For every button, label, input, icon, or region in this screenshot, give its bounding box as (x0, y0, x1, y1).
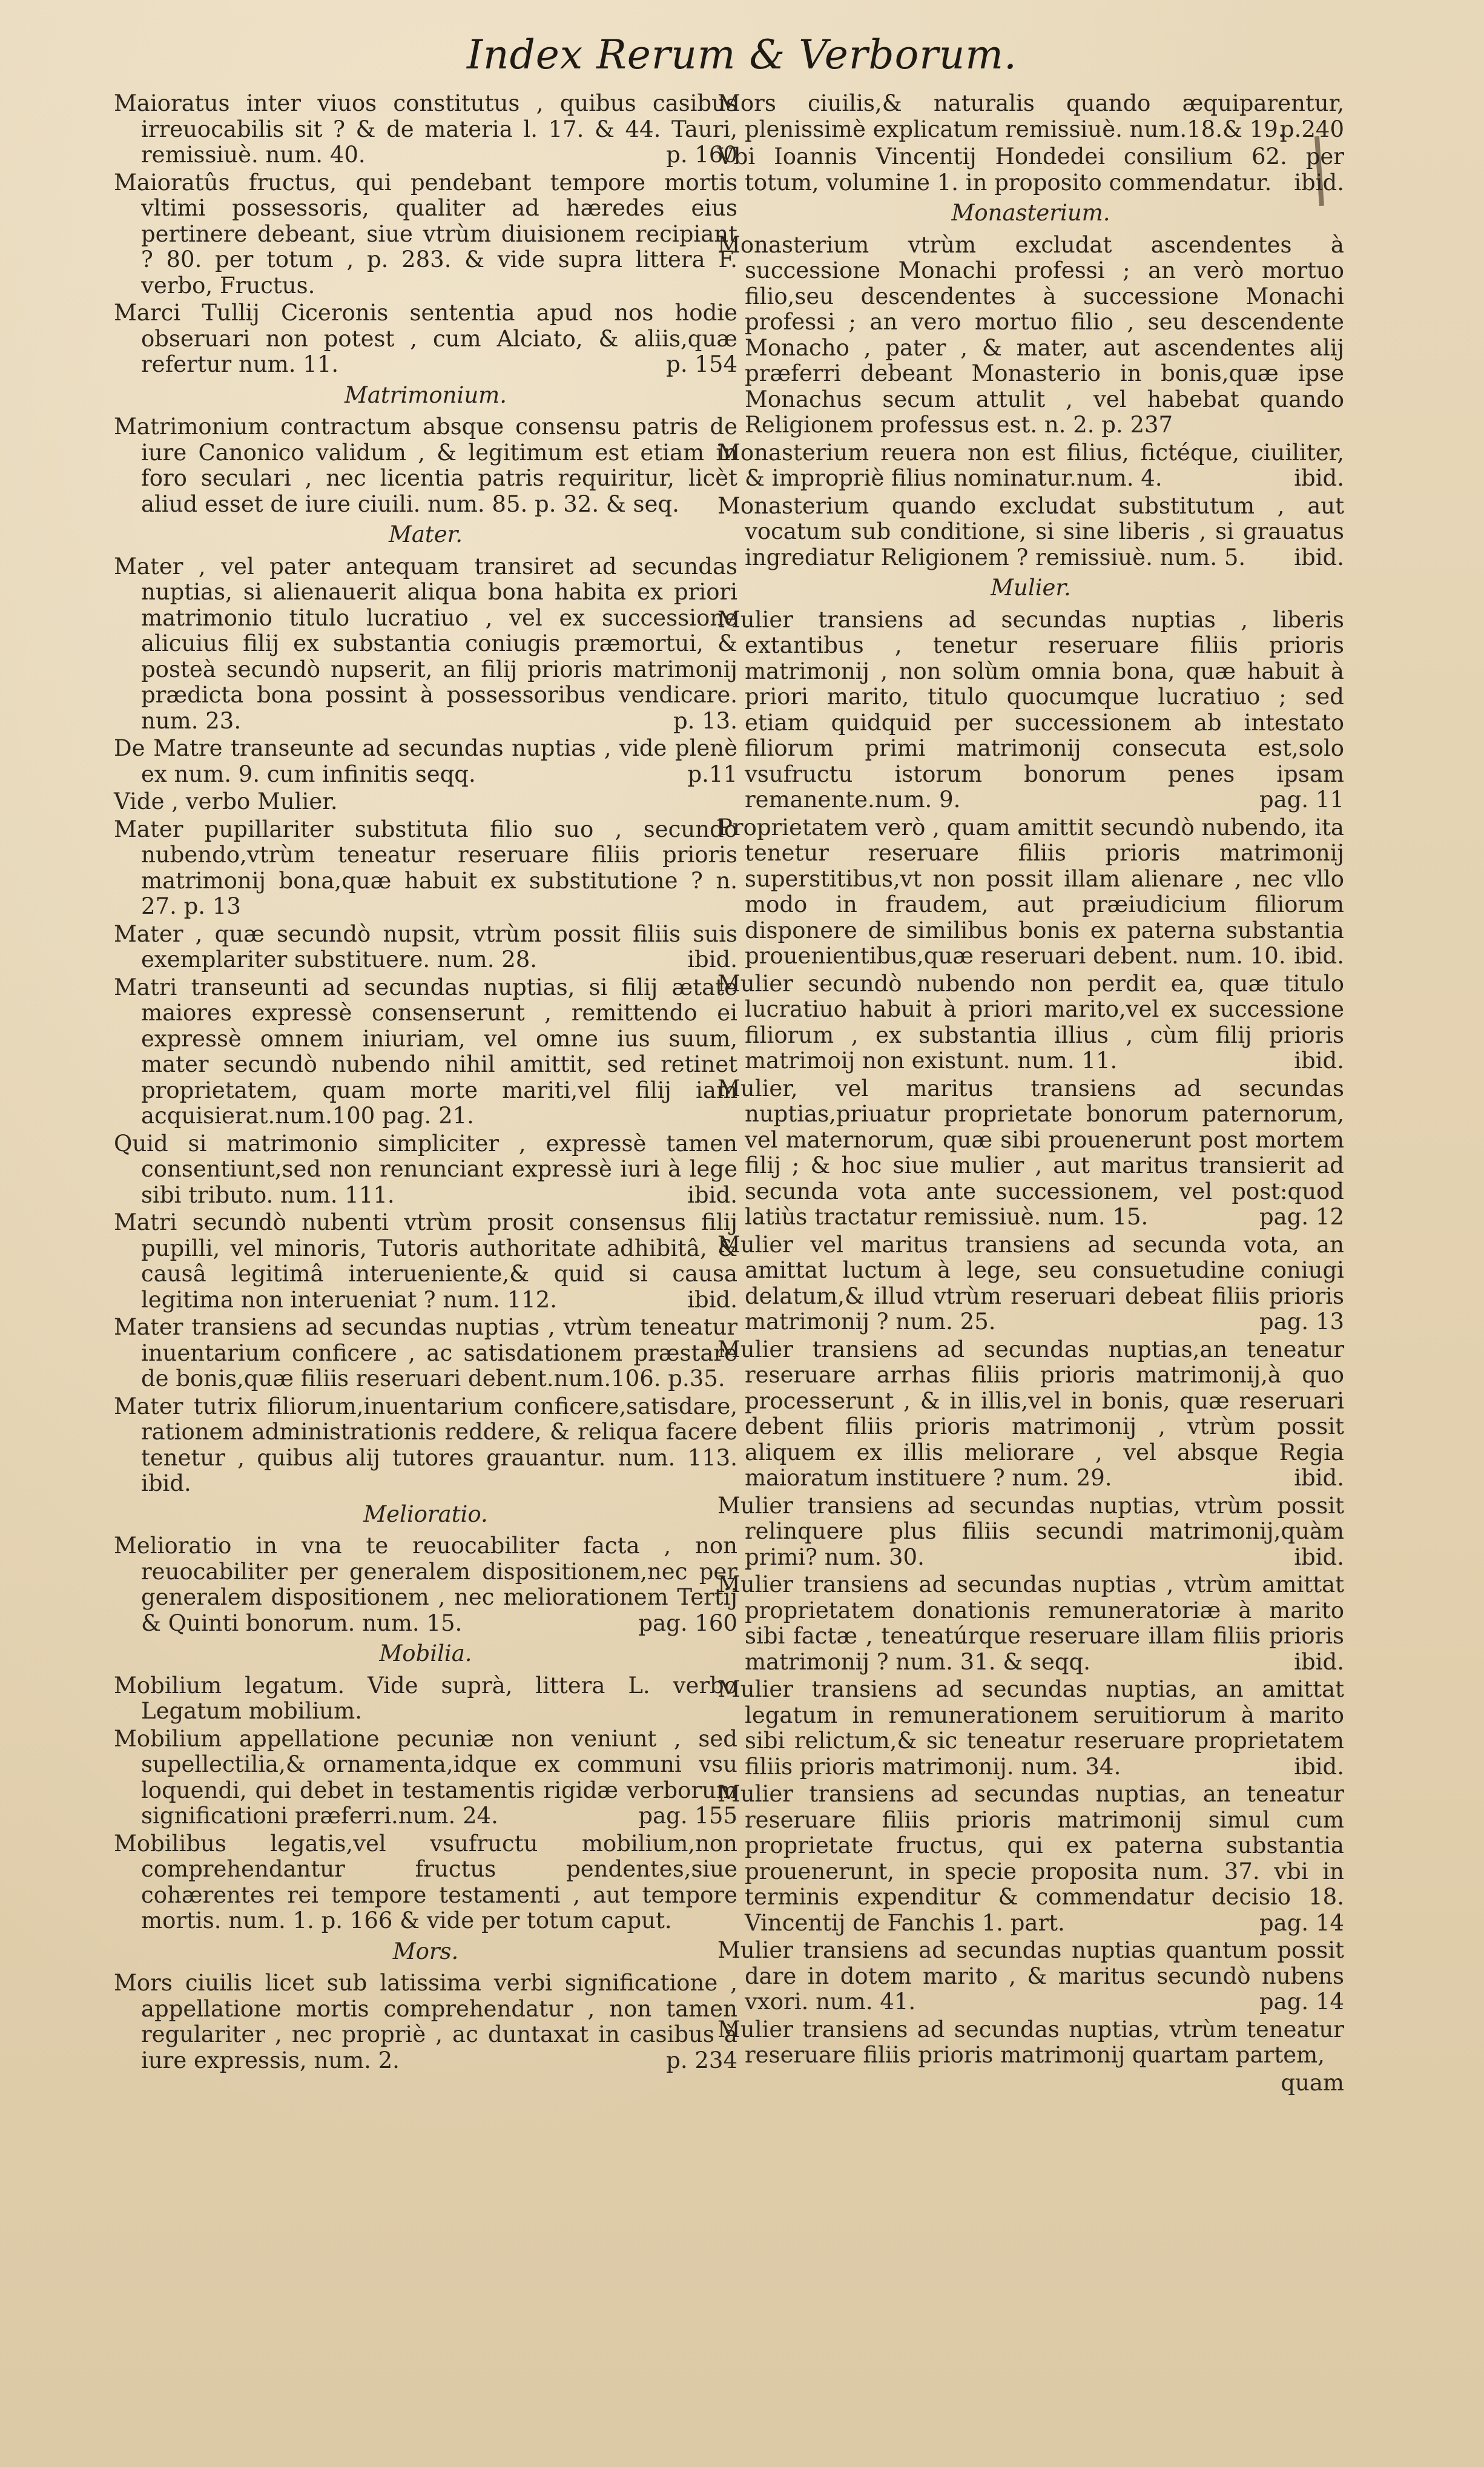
page-title: Index Rerum & Verborum. (466, 31, 1017, 78)
entry-text: Mater transiens ad secundas nuptias , vtrùm teneatur inuentarium conficere , ac satisdationem præstare de bonis,quæ filiis reseruari debent.num.106. p.35. (114, 1314, 737, 1392)
section-heading: Mulier. (991, 575, 1071, 601)
page-reference: p. 13. (673, 707, 737, 734)
entry-text: Mulier transiens ad secundas nuptias, an amittat legatum in remunerationem seruitiorum à marito sibi relictum,& sic teneatur reseruare proprietatem filiis prioris matrimonij. num. 34. (717, 1676, 1344, 1780)
index-entry (114, 817, 737, 920)
entry-text: Mater , vel pater antequam transiret ad secundas nuptias, si alienauerit aliqua bona habita ex priori matrimonio titulo lucratiuo , vel ex successione alicuius filij ex substantia coniugis præmortui, & posteà secundò nupserit, an filij prioris matrimonij prædicta bona possint à possessoribus vendicare. num. 23. (114, 553, 737, 734)
entry-text: Mulier vel maritus transiens ad secunda vota, an amittat luctum à lege, seu consuetudine coniugi delatum,& illud vtrùm reseruari debeat filiis prioris matrimonij ? num. 25. (717, 1231, 1344, 1335)
page-reference: ibid. (1294, 1544, 1344, 1570)
index-entry (717, 1572, 1344, 1675)
page-reference: ibid. (687, 1286, 737, 1313)
entry-text: Mater pupillariter substituta filio suo , secundò nubendo,vtrùm teneatur reseruare filiis prioris matrimonij bona,quæ habuit ex substitutione ? n. 27. p. 13 (114, 816, 737, 919)
index-entry (717, 1337, 1344, 1491)
index-entry (717, 1232, 1344, 1335)
page-reference: ibid. (1294, 1465, 1344, 1491)
page-reference: ibid. (1294, 169, 1344, 196)
entry-text: Mulier transiens ad secundas nuptias, vtrùm teneatur reseruare filiis prioris matrimonij quartam partem, (717, 2016, 1344, 2068)
index-entry (717, 1677, 1344, 1780)
page-reference: pag. 160 (638, 1610, 737, 1636)
section-heading: Mobilia. (379, 1640, 472, 1666)
page-reference: p.11 (687, 761, 737, 787)
index-entry (114, 1831, 737, 1934)
page-reference: pag. 11 (1259, 787, 1344, 813)
entry-text: Mulier, vel maritus transiens ad secundas nuptias,priuatur proprietate bonorum paternorum, vel maternorum, quæ sibi prouenerunt post mortem filij ; & hoc siue mulier , aut maritus transierit ad secunda vota ante successionem, vel post:quod latiùs tractatur remissiuè. num. 15. (717, 1075, 1344, 1230)
index-entry (717, 440, 1344, 492)
entry-text: Mobilibus legatis,vel vsufructu mobilium,non comprehendantur fructus pendentes,siue cohærentes rei tempore testamenti , aut tempore mortis. num. 1. p. 166 & vide per totum caput. (114, 1830, 737, 1934)
index-entry (114, 789, 737, 815)
entry-text: Melioratio in vna te reuocabiliter facta , non reuocabiliter per generalem dispositionem,nec per generalem dispositionem , nec meliorationem Tertij & Quinti bonorum. num. 15. (114, 1533, 737, 1636)
entry-text: Proprietatem verò , quam amittit secundò nubendo, ita tenetur reseruare filiis prioris matrimonij superstitibus,vt non possit illam alienare , nec vllo modo in fraudem, aut præiudicium filiorum disponere de similibus bonis ex paterna substantia prouenientibus,quæ reseruari debent. num. 10. (717, 814, 1344, 969)
entry-text: Mors ciuilis,& naturalis quando æquiparentur, plenissimè explicatum remissiuè. num.18.& 19. (717, 90, 1344, 142)
index-entry (114, 414, 737, 517)
index-entry (717, 1493, 1344, 1571)
page-reference: pag. 14 (1259, 1989, 1344, 2015)
index-entry (114, 1673, 737, 1725)
entry-text: Vide , verbo Mulier. (114, 788, 338, 814)
entry-text: Vbi Ioannis Vincentij Hondedei consilium 62. per totum, volumine 1. in proposito commendatur. (717, 144, 1344, 196)
entry-text: Matri secundò nubenti vtrùm prosit consensus filij pupilli, vel minoris, Tutoris authoritate adhibitâ, & causâ legitimâ interueniente,& quid si causa legitima non interueniat ? num. 112. (114, 1209, 737, 1313)
entry-text: Quid si matrimonio simpliciter , expressè tamen consentiunt,sed non renunciant expressè iuri à lege sibi tributo. num. 111. (114, 1130, 737, 1208)
index-entry (717, 971, 1344, 1074)
section-heading: Matrimonium. (344, 381, 507, 408)
section-heading: Mors. (392, 1938, 459, 1964)
right-column (717, 91, 1344, 2096)
entry-text: Mulier transiens ad secundas nuptias,an teneatur reseruare arrhas filiis prioris matrimonij,à quo processerunt , & in illis,vel in bonis, quæ reseruari debent filiis prioris matrimonij , vtrùm possit aliquem ex illis meliorare , vel absque Regia maioratum instituere ? num. 29. (717, 1336, 1344, 1491)
page-reference: ibid. (687, 946, 737, 973)
page-reference: p. 160 (666, 142, 737, 168)
entry-text: Matri transeunti ad secundas nuptias, si filij ætate maiores expressè consenserunt , remittendo ei expressè omnem iniuriam, vel omne ius suum, mater secundò nubendo nihil amittit, sed retinet proprietatem, quam morte mariti,vel filij iam acquisierat.num.100 pag. 21. (114, 974, 737, 1129)
section-heading: Mater. (388, 521, 463, 547)
entry-text: Monasterium vtrùm excludat ascendentes à successione Monachi professi ; an verò mortuo filio,seu descendentes à successione Monachi professi ; an vero mortuo filio , seu descendente Monacho , pater , & mater, aut ascendentes alij præferri debeant Monasterio in bonis,quæ ipse Monachus secum attulit , vel habebat quando Religionem professus est. n. 2. p. 237 (717, 231, 1344, 438)
page-reference: ibid. (1294, 465, 1344, 491)
index-entry (717, 233, 1344, 438)
index-entry (717, 1938, 1344, 2015)
index-entry (114, 300, 737, 378)
index-entry (114, 170, 737, 299)
index-entry (114, 1533, 737, 1636)
index-entry (717, 144, 1344, 196)
entry-text: De Matre transeunte ad secundas nuptias , vide plenè ex num. 9. cum infinitis seqq. (114, 735, 737, 787)
page-reference: pag. 155 (638, 1803, 737, 1829)
left-column (114, 91, 737, 2075)
entry-text: Mulier secundò nubendo non perdit ea, quæ titulo lucratiuo habuit à priori marito,vel ex successione filiorum , ex substantia illius , cùm filij prioris matrimoij non existunt. num. 11. (717, 970, 1344, 1074)
page-reference: ibid. (1294, 544, 1344, 570)
entry-text: Monasterium reuera non est filius, fictéque, ciuiliter, & impropriè filius nominatur.num. 4. (717, 439, 1344, 491)
entry-text: Mulier transiens ad secundas nuptias , liberis extantibus , tenetur reseruare filiis prioris matrimonij , non solùm omnia bona, quæ habuit à priori marito, titulo quocumque lucratiuo ; sed etiam quidquid per successionem ab intestato filiorum primi matrimonij consecuta est,solo vsufructu istorum bonorum penes ipsam remanente.num. 9. (717, 606, 1344, 813)
page-reference: ibid. (1294, 943, 1344, 969)
page-reference: ibid. (1294, 1648, 1344, 1675)
index-entry (114, 736, 737, 787)
page-reference: pag. 13 (1259, 1309, 1344, 1335)
entry-text: Mulier transiens ad secundas nuptias quantum possit dare in dotem marito , & maritus secundò nubens vxori. num. 41. (717, 1937, 1344, 2015)
index-entry (114, 91, 737, 168)
entry-text: Mater tutrix filiorum,inuentarium conficere,satisdare, rationem administrationis reddere, & reliqua facere tenetur , quibus alij tutores grauantur. num. 113. ibid. (114, 1393, 737, 1496)
index-entry (717, 494, 1344, 571)
index-entry (717, 2017, 1344, 2069)
entry-text: Mobilium legatum. Vide suprà, littera L. verbo Legatum mobilium. (114, 1672, 737, 1724)
entry-text: Mulier transiens ad secundas nuptias, vtrùm possit relinquere plus filiis secundi matrimonij,quàm primi? num. 30. (717, 1492, 1344, 1570)
index-entry (717, 91, 1344, 142)
index-entry (114, 975, 737, 1129)
page-reference: ibid. (1294, 1048, 1344, 1074)
entry-text: Mobilium appellatione pecuniæ non veniunt , sed supellectilia,& ornamenta,idque ex communi vsu loquendi, qui debet in testamentis rigidæ verborum significationi præferri.num. 24. (114, 1725, 737, 1829)
entry-text: Mulier transiens ad secundas nuptias , vtrùm amittat proprietatem donationis remuneratoriæ à marito sibi factæ , teneatúrque reseruare illam filiis prioris matrimonij ? num. 31. & seqq. (717, 1571, 1344, 1675)
entry-text: Mors ciuilis licet sub latissima verbi significatione , appellatione mortis comprehendatur , non tamen regulariter , nec propriè , ac duntaxat in casibus à iure expressis, num. 2. (114, 1970, 737, 2073)
page-reference: ibid. (687, 1181, 737, 1208)
page-reference: p. 234 (666, 2047, 737, 2073)
entry-text: Marci Tullij Ciceronis sententia apud nos hodie obseruari non potest , cum Alciato, & aliis,quæ refertur num. 11. (114, 300, 737, 377)
index-entry (114, 1394, 737, 1497)
page-reference: ibid. (1294, 1753, 1344, 1780)
index-entry (114, 1970, 737, 2073)
index-entry (717, 607, 1344, 813)
page-reference: p.240 (1279, 116, 1344, 142)
index-entry (114, 1315, 737, 1392)
entry-text: Monasterium quando excludat substitutum , aut vocatum sub conditione, si sine liberis , si grauatus ingrediatur Religionem ? remissiuè. num. 5. (717, 492, 1344, 570)
index-entry (114, 1210, 737, 1313)
section-heading: Monasterium. (951, 200, 1110, 226)
entry-text: Maioratûs fructus, qui pendebant tempore mortis vltimi possessoris, qualiter ad hæredes eius pertinere debeant, siue vtrùm diuisionem recipiant ? 80. per totum , p. 283. & vide supra littera F. verbo, Fructus. (114, 169, 737, 299)
page-reference: p. 154 (666, 351, 737, 377)
catchword: quam (1281, 2069, 1344, 2096)
entry-text: Matrimonium contractum absque consensu patris de iure Canonico validum , & legitimum est etiam in foro seculari , nec licentia patris requiritur, licèt aliud esset de iure ciuili. num. 85. p. 32. & seq. (114, 414, 737, 517)
entry-text: Mulier transiens ad secundas nuptias, an teneatur reseruare filiis prioris matrimonij simul cum proprietate fructus, qui ex paterna substantia prouenerunt, in specie proposita num. 37. vbi in terminis expenditur & commendatur decisio 18. Vincentij de Fanchis 1. part. (717, 1781, 1344, 1936)
entry-text: Mater , quæ secundò nupsit, vtrùm possit filiis suis exemplariter substituere. num. 28. (114, 920, 737, 973)
index-entry (114, 922, 737, 973)
index-entry (114, 1131, 737, 1209)
page-reference: pag. 12 (1259, 1204, 1344, 1230)
section-heading: Melioratio. (363, 1501, 488, 1527)
index-entry (114, 1726, 737, 1829)
index-entry (717, 1076, 1344, 1230)
index-entry (717, 1782, 1344, 1936)
index-entry (717, 815, 1344, 969)
page-reference: pag. 14 (1259, 1909, 1344, 1936)
index-entry (114, 554, 737, 735)
entry-text: Maioratus inter viuos constitutus , quibus casibus irreuocabilis sit ? & de materia l. 17. & 44. Tauri, remissiuè. num. 40. (114, 90, 737, 168)
